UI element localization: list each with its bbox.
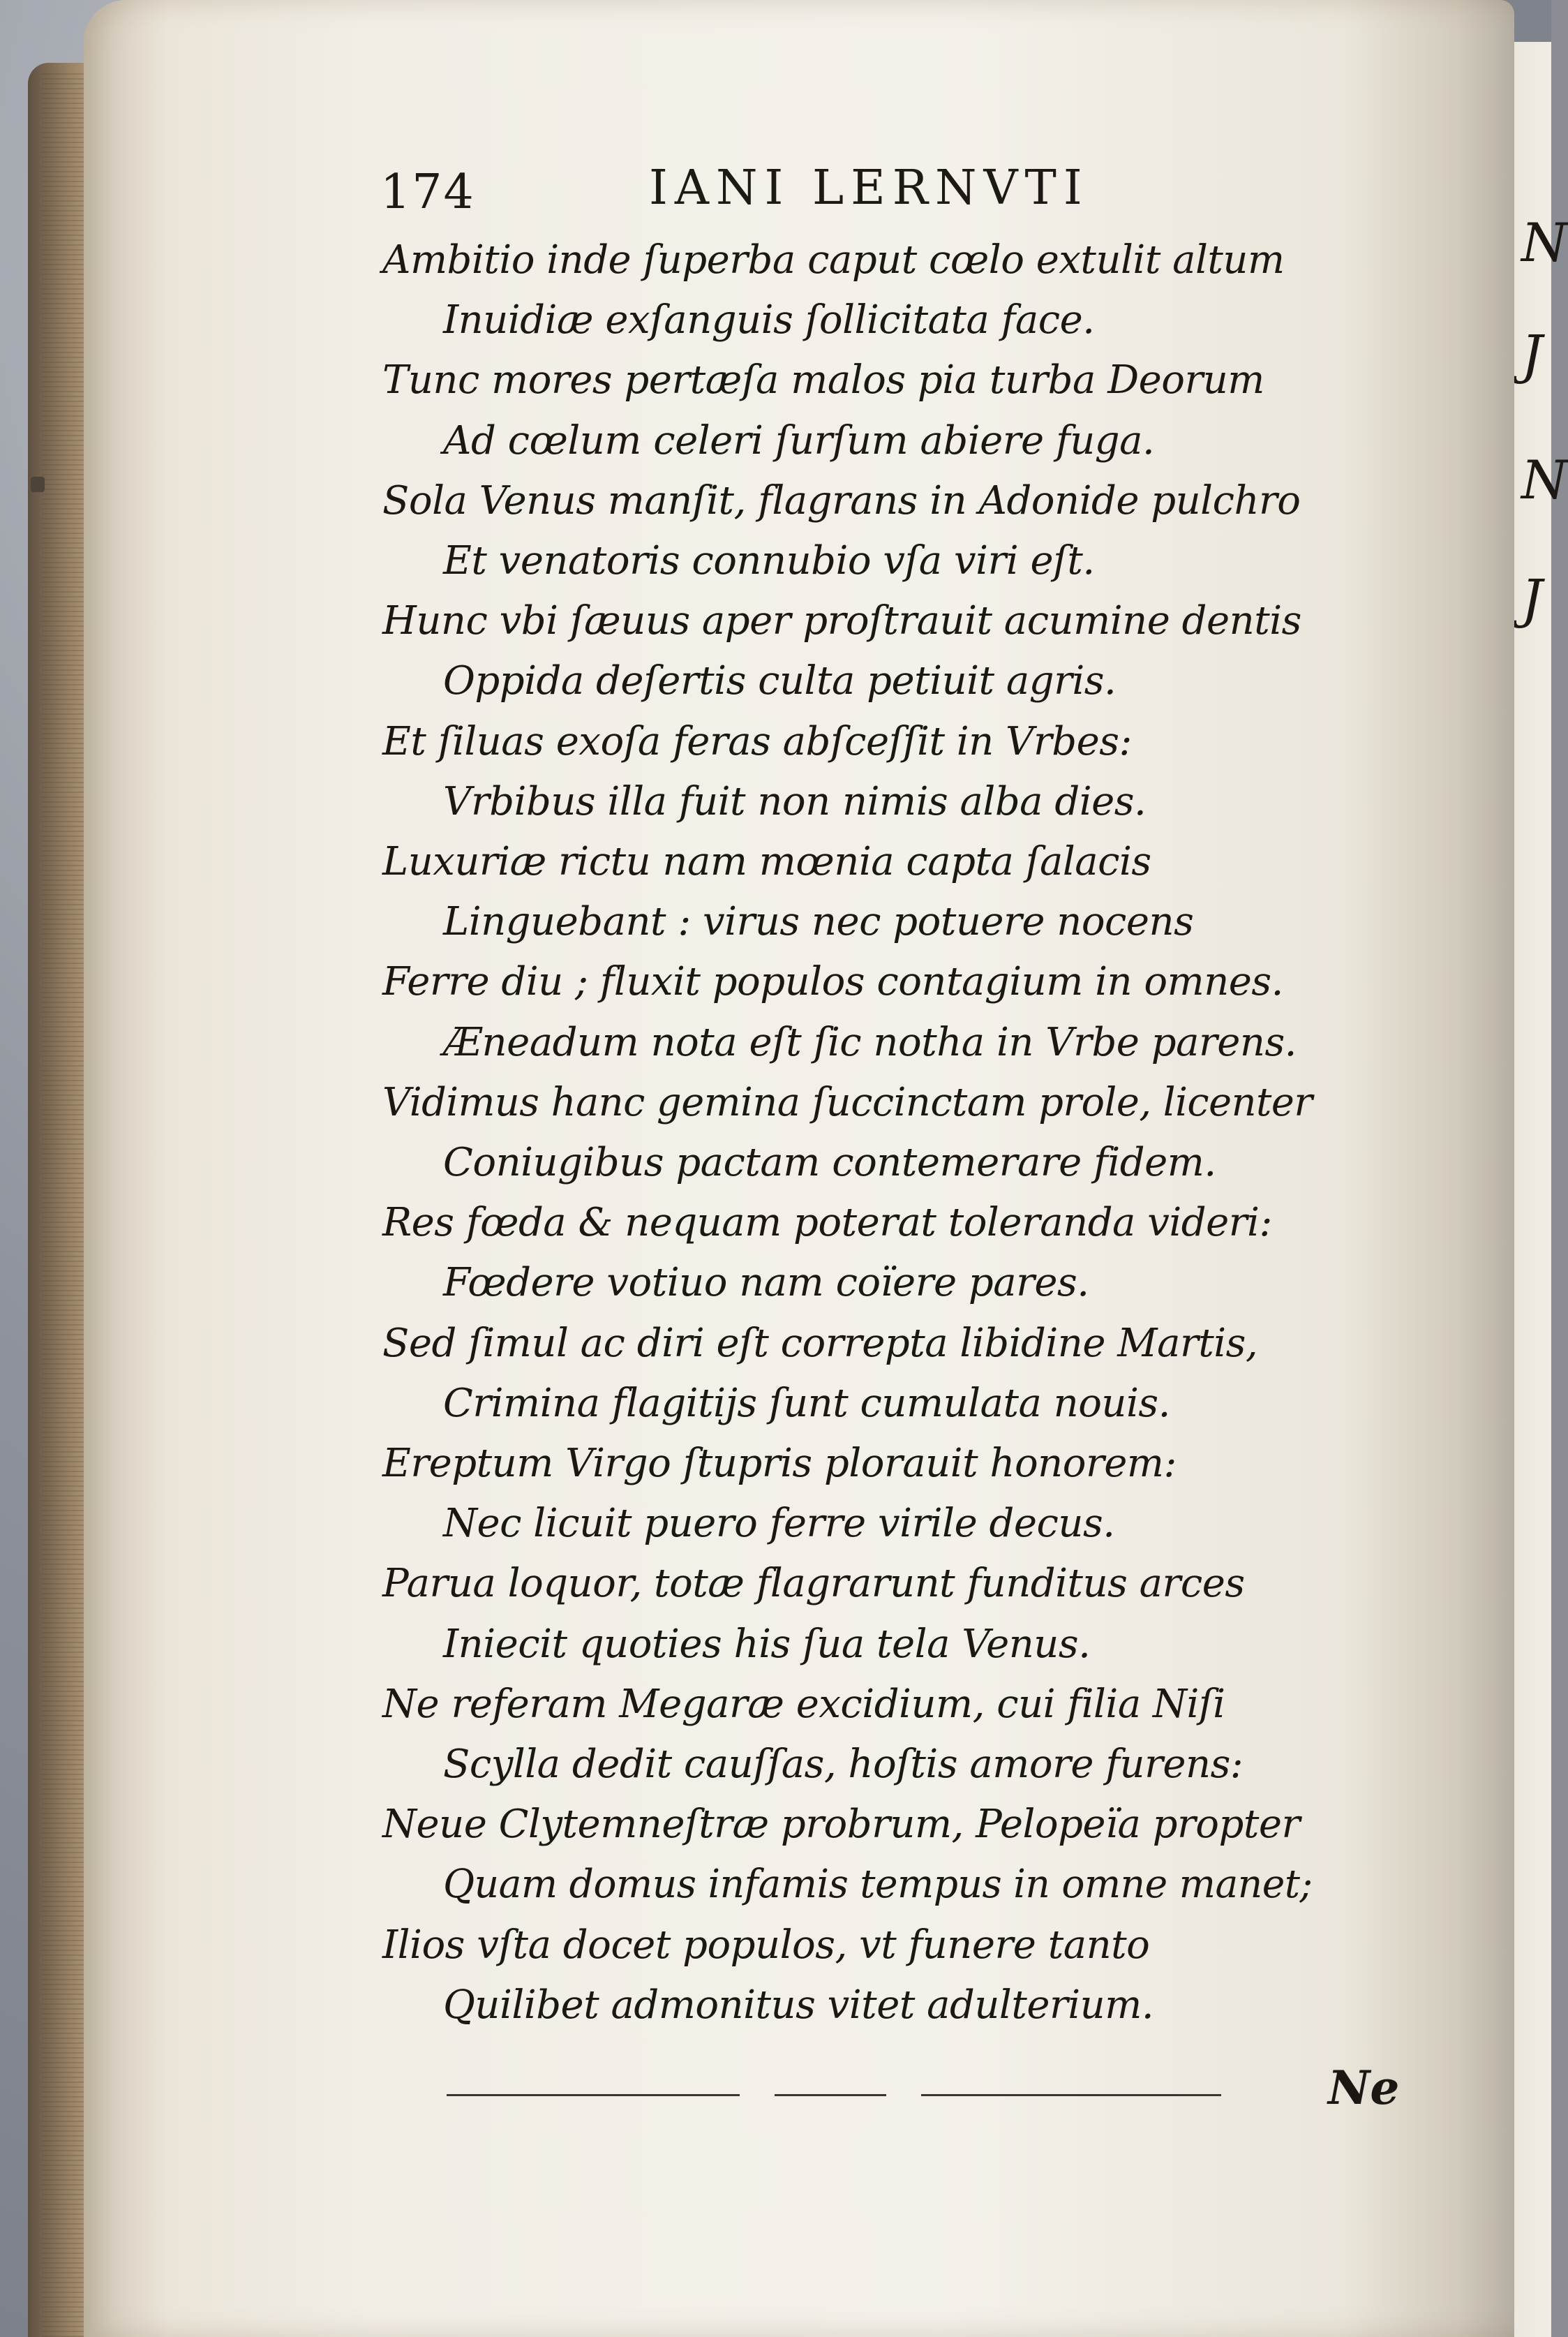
verse-line-hexameter: Ambitio inde ſuperba caput cœlo extulit altum xyxy=(382,237,1285,283)
bleed-mark xyxy=(775,2094,886,2096)
verse-line-hexameter: Ilios vſta docet populos, vt funere tanto xyxy=(382,1922,1150,1968)
verse-line-hexameter: Sola Venus manſit, flagrans in Adonide pulchro xyxy=(382,478,1301,524)
facing-page-letter: N xyxy=(1521,449,1568,511)
bleed-mark xyxy=(921,2094,1221,2096)
verse-line-hexameter: Tunc mores pertæſa malos pia turba Deorum xyxy=(382,357,1264,403)
verse-line-hexameter: Ferre diu ; fluxit populos contagium in omnes. xyxy=(382,959,1283,1004)
verse-line-pentameter: Æneadum nota eſt ſic notha in Vrbe parens. xyxy=(443,1020,1297,1065)
verse-line-pentameter: Quilibet admonitus vitet adulterium. xyxy=(443,1982,1154,2028)
verse-line-pentameter: Linguebant : virus nec potuere nocens xyxy=(443,899,1194,944)
verse-line-hexameter: Neue Clytemneſtræ probrum, Pelopeïa propter xyxy=(382,1802,1300,1847)
verse-line-hexameter: Sed ſimul ac diri eſt correpta libidine Martis, xyxy=(382,1321,1258,1366)
verse-line-hexameter: Ne referam Megaræ excidium, cui filia Niſi xyxy=(382,1682,1225,1727)
verse-line-hexameter: Luxuriæ rictu nam mœnia capta ſalacis xyxy=(382,839,1151,884)
page-block-edges xyxy=(42,70,84,2337)
facing-page-letter: J xyxy=(1521,567,1543,630)
verse-line-pentameter: Ad cœlum celeri ſurſum abiere fuga. xyxy=(443,418,1155,463)
verse-line-hexameter: Ereptum Virgo ſtupris plorauit honorem: xyxy=(382,1441,1177,1486)
verse-line-pentameter: Et venatoris connubio vſa viri eſt. xyxy=(443,538,1095,584)
catchword: Ne xyxy=(1328,2061,1400,2115)
page-number: 174 xyxy=(380,165,475,220)
verse-line-pentameter: Crimina flagitijs ſunt cumulata nouis. xyxy=(443,1381,1170,1426)
verse-line-hexameter: Parua loquor, totæ flagrarunt funditus arces xyxy=(382,1561,1245,1606)
verse-line-pentameter: Scylla dedit cauſſas, hoſtis amore furens: xyxy=(443,1742,1244,1787)
verse-line-pentameter: Inuidiæ exſanguis ſollicitata face. xyxy=(443,297,1095,343)
verse-line-pentameter: Nec licuit puero ferre virile decus. xyxy=(443,1501,1115,1546)
verse-line-hexameter: Res fœda & nequam poterat toleranda videri: xyxy=(382,1200,1272,1245)
bleed-mark xyxy=(447,2094,740,2096)
verse-line-pentameter: Coniugibus pactam contemerare fidem. xyxy=(443,1140,1216,1185)
verse-line-hexameter: Vidimus hanc gemina ſuccinctam prole, licenter xyxy=(382,1080,1313,1125)
facing-page-letter: J xyxy=(1521,323,1543,385)
verse-line-pentameter: Oppida deſertis culta petiuit agris. xyxy=(443,658,1117,704)
verse-line-hexameter: Hunc vbi ſæuus aper proſtrauit acumine dentis xyxy=(382,598,1301,644)
verse-line-pentameter: Fœdere votiuo nam coïere pares. xyxy=(443,1260,1089,1305)
facing-page-letter: N xyxy=(1521,212,1568,274)
verse-line-hexameter: Et ſiluas exoſa feras abſceſſit in Vrbes: xyxy=(382,719,1132,764)
running-head: IANI LERNVTI xyxy=(649,161,1089,216)
verse-line-pentameter: Quam domus infamis tempus in omne manet; xyxy=(443,1862,1313,1907)
verse-line-pentameter: Vrbibus illa fuit non nimis alba dies. xyxy=(443,779,1147,824)
binding-pin xyxy=(31,477,45,492)
verse-line-pentameter: Iniecit quoties his ſua tela Venus. xyxy=(443,1622,1091,1667)
